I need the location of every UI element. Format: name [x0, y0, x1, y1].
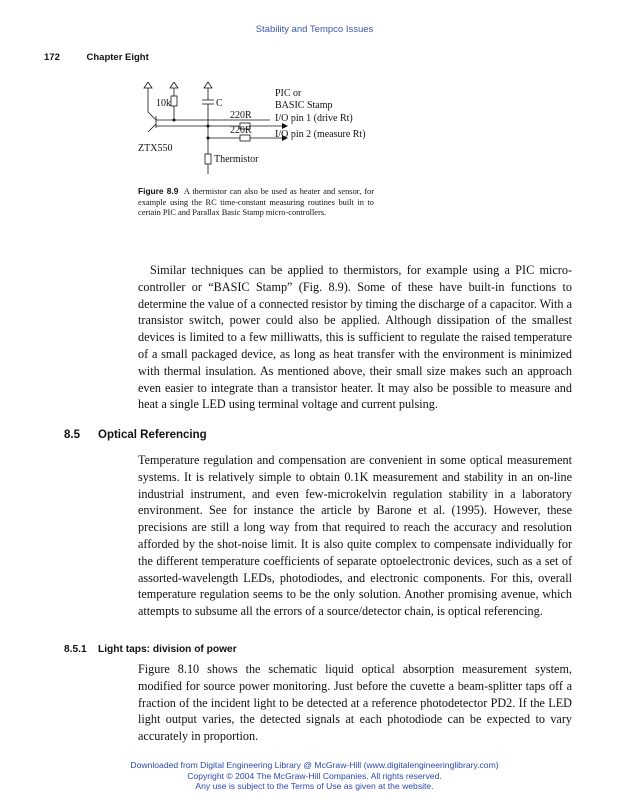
footer: [0, 760, 629, 792]
subsection-title: Light taps: division of power: [98, 644, 237, 655]
footer-copyright-line: Copyright © 2004 The McGraw-Hill Companies. All rights reserved.: [187, 770, 442, 781]
thermistor-symbol: [205, 154, 211, 164]
figure-caption-label: Figure 8.9: [138, 186, 179, 196]
label-io2: I/O pin 2 (measure Rt): [275, 129, 366, 140]
label-220r-a: 220R: [230, 110, 252, 121]
section-number: 8.5: [64, 429, 80, 441]
subsection-number: 8.5.1: [64, 644, 87, 655]
footer-download-line[interactable]: Downloaded from Digital Engineering Library @ McGraw-Hill (www.digitalengineeringlibrary.com): [130, 760, 499, 770]
label-pic-line2: BASIC Stamp: [275, 100, 333, 111]
page-header: [44, 52, 149, 63]
label-10k: 10k: [156, 98, 171, 109]
label-io1: I/O pin 1 (drive Rt): [275, 113, 353, 124]
supply-arrow-2: [170, 82, 178, 88]
subsection-heading: [64, 644, 237, 655]
page-number: 172: [44, 52, 60, 63]
label-transistor: ZTX550: [138, 143, 173, 154]
figure-caption-text: A thermistor can also be used as heater and sensor, for example using the RC time-constant measuring routines built in to certain PIC and Parallax Basic Stamp micro-controllers.: [138, 187, 375, 218]
section-title: Optical Referencing: [98, 429, 207, 441]
footer-terms-line[interactable]: Any use is subject to the Terms of Use as given at the website.: [195, 781, 434, 792]
figure-8-9-schematic: [130, 82, 390, 182]
section-paragraph: Temperature regulation and compensation are convenient in some optical measurement systems. It is relatively simple to obtain 0.1K measurement and stability in an on-line industrial instrument, and even few-microkelvin regulation stability in a laboratory environment. See for instance the article by Barone et al. (1995). However, these precisions are still a long way from that required to reach the accuracy and resolution afforded by the shot-noise limit. It is also quite complex to compensate individually for the different temperature coefficients of separate optoelectronic devices, such as a set of assorted-wavelength LEDs, photodiodes, and electronic components. For this, overall temperature regulation seems to be the only solution. Another promising avenue, which attempts to subsume all the errors of a source/detector chain, is optical referencing.: [138, 453, 572, 619]
section-heading: [64, 429, 207, 441]
supply-arrow-3: [204, 82, 212, 88]
resistor-10k-symbol: [171, 96, 177, 106]
chapter-title: Chapter Eight: [86, 52, 149, 63]
label-pic-line1: PIC or: [275, 88, 302, 99]
body-paragraph-1: Similar techniques can be applied to thermistors, for example using a PIC micro-controller or “BASIC Stamp” (Fig. 8.9). Some of these have built-in functions to determine the value of a connected resistor by timing the discharge of a capacitor. With a transistor switch, power could also be applied. Although dissipation of the smallest devices is limited to a few milliwatts, this is sufficient to regulate the raised temperature of a small packaged device, as long as heat transfer with the environment is minimized with thermal insulation. As mentioned above, their small size makes such an approach even easier to integrate than a transistor heater. It may also be possible to measure and heat a single LED using terminal voltage and current pulsing.: [138, 263, 572, 412]
circuit-diagram: [130, 82, 390, 182]
figure-caption: [138, 186, 374, 219]
supply-arrow-1: [144, 82, 152, 88]
label-capacitor: C: [216, 98, 223, 109]
subsection-paragraph: Figure 8.10 shows the schematic liquid optical absorption measurement system, modified for source power monitoring. Just before the cuvette a beam-splitter taps off a fraction of the incident light to be detected at a reference photodetector PD2. If the LED light output varies, the detected signals at each photodiode can be expected to vary accurately in proportion.: [138, 662, 572, 744]
label-220r-b: 220R: [230, 125, 252, 136]
running-head: Stability and Tempco Issues: [255, 24, 374, 35]
label-thermistor: Thermistor: [214, 154, 259, 165]
